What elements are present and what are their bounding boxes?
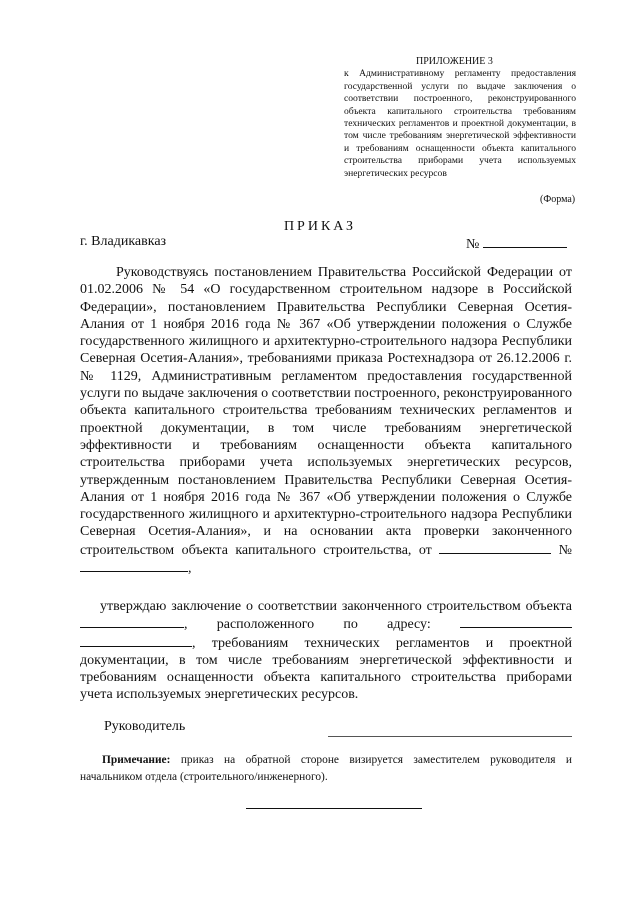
address-blank-2 (80, 634, 192, 647)
bottom-line (246, 808, 422, 809)
approval-text-2: , расположенного по адресу: (184, 617, 431, 633)
order-number-blank (483, 234, 567, 248)
address-blank-1 (460, 615, 572, 628)
note-label: Примечание: (102, 754, 171, 766)
object-name-blank (80, 615, 184, 628)
approval-text-3: , требованиям технических регламентов и проектной документации, в том числе требованиям энергетической эффективности и требованиям оснащенности объекта капитального строительства приборами учета используемых энергетических ресурсов. (80, 635, 572, 703)
approval-text-1: утверждаю заключение о соответствии законченного строительством объекта (100, 599, 572, 614)
appendix-block (344, 56, 576, 180)
note-block (80, 752, 572, 786)
head-label: Руководитель (104, 719, 186, 734)
approval-paragraph (80, 598, 572, 704)
order-number (466, 234, 567, 253)
form-label: (Форма) (540, 194, 576, 205)
preamble-paragraph (80, 264, 572, 577)
act-date-blank (439, 541, 551, 554)
city-name: г. Владикавказ (80, 234, 167, 249)
preamble-end: , (188, 561, 192, 577)
appendix-text: к Административному регламенту предоставления государственной услуги по выдаче заключения о соответствии построенного, реконструированного объекта капитального строительства требованиям технических регламентов и проектной документации, в том числе требованиям энергетической эффективности и требованиям оснащенности объекта капитального строительства приборами учета используемых энергетических ресурсов (344, 68, 576, 179)
act-number-blank (80, 559, 188, 572)
signature-line (328, 736, 572, 737)
appendix-heading: ПРИЛОЖЕНИЕ 3 (416, 56, 493, 67)
preamble-text: Руководствуясь постановлением Правительства Российской Федерации от 01.02.2006 № 54 «О государственном строительном надзоре в Российской Федерации», постановлением Правительства Республики Северная Осетия-Алания от 1 ноября 2016 года № 367 «Об утверждении положения о Службе государственного жилищного и архитектурно-строительного надзора Республики Северная Осетия-Алания», требованиями приказа Ростехнадзора от 26.12.2006 г. № 1129, Административным регламентом предоставления государственной услуги по выдаче заключения о соответствии построенного, реконструированного объекта капитального строительства требованиям технических регламентов и проектной документации, в том числе требованиям энергетической эффективности и требованиям оснащенности объекта капитального строительства приборами учета используемых энергетических ресурсов, утвержденным постановлением Правительства Республики Северная Осетия-Алания от 1 ноября 2016 года № 367 «Об утверждении положения о Службе государственного жилищного и архитектурно-строительного надзора Республики Северная Осетия-Алания», и на основании акта проверки законченного строительством объекта капитального строительства, от (80, 265, 572, 558)
document-title: ПРИКАЗ (283, 219, 357, 234)
act-number-sign: № (558, 542, 573, 558)
note-text: приказ на обратной стороне визируется заместителем руководителя и начальником отдела (строительного/инженерного). (80, 754, 572, 783)
number-sign: № (466, 237, 480, 252)
